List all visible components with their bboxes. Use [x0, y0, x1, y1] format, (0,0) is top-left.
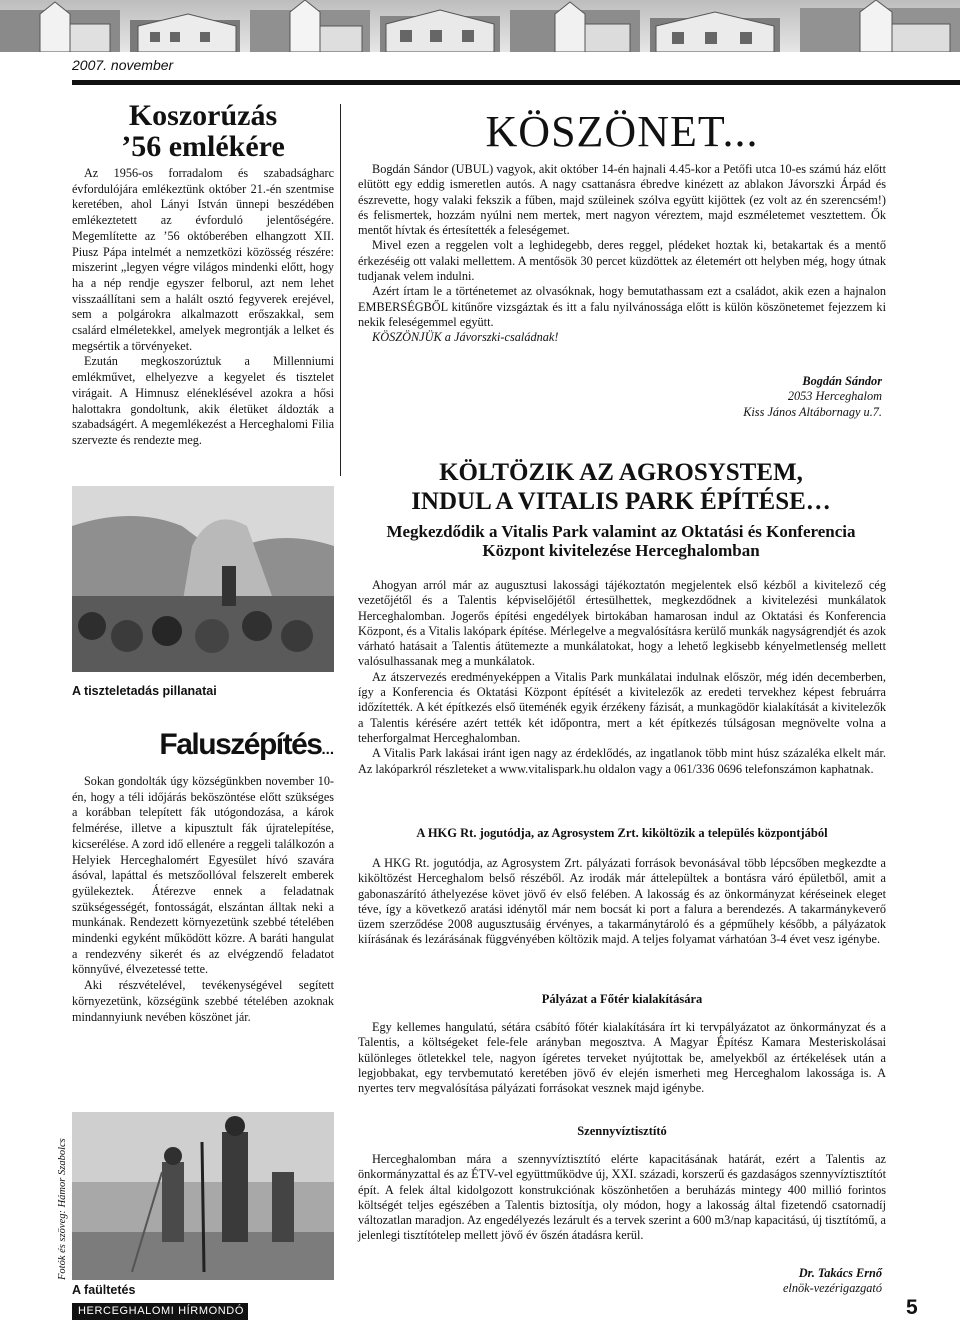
- signature-street: Kiss János Altábornagy u.7.: [743, 404, 882, 419]
- agrosystem-subtitle-line2: Központ kivitelezése Herceghalomban: [482, 541, 760, 560]
- hkg-paragraph-1: A HKG Rt. jogutódja, az Agrosystem Zrt. pályázati források bevonásával több lépcsőben megkezdte a kiköltözést Herceghalom belső részéből. Az irodák már áttelepültek a bontásra váró épületből, amit a gabonaszárító áthelyezése követ jövő év első felében. A lakosság és az önkormányzat kéréseinek eleget téve, így a következő aratási idénytől már nem bocsát ki port a falura a berendezés. A takarmánykeverő üzem szerződése 2008 augusztusáig érvényes, a takarmánytároló és a gépműhely később, a pályázatok kiírásának és lezárásának függvényében költözik majd. A teljes folyamat várhatóan 3-4 évet vesz igénybe.: [358, 856, 886, 947]
- author-signature: [783, 1266, 882, 1297]
- town-building-photo: [380, 10, 500, 52]
- section-heading-hkg: A HKG Rt. jogutódja, az Agrosystem Zrt. kiköltözik a település központjából: [416, 826, 828, 840]
- agrosystem-title-line1: KÖLTÖZIK AZ AGROSYSTEM,: [439, 459, 803, 486]
- hkg-body: [358, 856, 886, 948]
- faluszepites-title: [72, 728, 334, 762]
- banner-photo-strip: [0, 0, 960, 52]
- koszonet-body: [358, 162, 886, 346]
- agrosystem-body: [358, 578, 886, 777]
- koszonet-paragraph-2: Mivel ezen a reggelen volt a leghidegebb, deres reggel, plédeket hoztak ki, betakartak és a mentő érkezéséig ott valaki mellettem. A mentősök 30 percet küzdöttek az életemért ott helyben még, hogy útnak tudjanak velem indulni.: [358, 238, 886, 284]
- publication-name: HERCEGHALOMI HÍRMONDÓ: [78, 1305, 244, 1317]
- koszoruzas-title: [72, 100, 334, 162]
- koszoruzas-paragraph-2: Ezután megkoszorúztuk a Millenniumi emlékművet, elhelyezve a kegyelet és tisztelet virágait. A Himnusz eléneklésével azokra a hősi halottakra gondoltunk, akik életüket áldozták a szabadságért. A megemlékezést a Herceghalomi Filia szervezte és rendezte meg.: [72, 354, 334, 447]
- tree-planting-photo: [72, 1112, 334, 1280]
- agrosystem-paragraph-3: A Vitalis Park lakásai iránt igen nagy az érdeklődés, az ingatlanok több mint húsz százaléka elkelt már. Az lakóparkról részleteket a www.vitalispark.hu oldalon vagy a 061/336 0696 telefonszámon kaphatnak.: [358, 746, 886, 776]
- koszonet-paragraph-1: Bogdán Sándor (UBUL) vagyok, akit október 14-én hajnali 4.45-kor a Petőfi utca 10-es számú ház előtt elütött egy eddig ismeretlen autós. A nagy csattanásra ébredve kinézett az ablakon Jávorszki Árpád és észrevette, hogy valaki fekszik a fűben, majd szüleinek szólva együtt kijöttek (ez volt az én szerencsém!) és felismertek, hozzám nyúlni nem mertek, mert nagyon véreztem, majd eszméletemet vesztettem. Ők mentőt hívtak és értesítették a feleségemet.: [358, 162, 886, 238]
- foter-body: [358, 1020, 886, 1096]
- ceremony-caption: A tiszteletadás pillanatai: [72, 684, 217, 698]
- author-name: Dr. Takács Ernő: [798, 1266, 882, 1280]
- faluszepites-body: [72, 774, 334, 1025]
- tree-planting-caption: A faültetés: [72, 1283, 136, 1297]
- page-number: 5: [906, 1296, 918, 1319]
- ceremony-photo-illustration: [72, 486, 334, 672]
- koszoruzas-paragraph-1: Az 1956-os forradalom és szabadságharc évfordulójára emlékeztünk október 21.-én szentmise keretében, ahol Lányi István ünnepi beszédében emlékeztetett az évforduló jelentőségére. Megemlítette az ’56 októberében elhangzott XII. Piusz Pápa intelmét a nemzetközi közösség részére: miszerint „legyen végre világos mindenki előtt, hogy ha a nép rendje egyszer felborul, azt nem lehet visszaállítani sem a halált osztó fegyverek erejével, sem a polgárokra alkalmazott erőszakkal, sem csalárd elméletekkel, amelyek megrontják a lelket és megsértik a törvényeket.: [72, 166, 334, 353]
- koszonet-title: KÖSZÖNET...: [485, 107, 759, 156]
- koszonet-paragraph-4: KÖSZÖNJÜK a Jávorszki-családnak!: [372, 330, 559, 345]
- ceremony-photo: [72, 486, 334, 672]
- faluszepites-paragraph-1: Sokan gondolták úgy községünkben november 10-én, hogy a téli időjárás beköszöntése előtt szükséges a korábban telepített fák utógondozása, a károk felmérése, illetve a kipusztult fák újratelepítése, kicserélése. A zord idő ellenére a reggeli találkozón a Helyiek Herceghalomért Egyesület hívó szavára ásóval, lapáttal és metszőollóval felszerelt emberek gyülekeztek. Átérezve ennek a feladatnak szükségességét, fontosságát, elszántan álltak neki a munkának. Rendezett környezetünk szebbé tételében mindenki egyként működött közre. A baráti hangulat a rendezvény sikerét és az elvégzendő feladatot könnyűvé, élvezetessé tette.: [72, 774, 334, 977]
- agrosystem-subtitle-line1: Megkezdődik a Vitalis Park valamint az Oktatási és Konferencia: [386, 522, 856, 541]
- koszoruzas-title-line1: Koszorúzás: [128, 99, 278, 132]
- signature-name: Bogdán Sándor: [802, 374, 882, 388]
- szennyviz-paragraph-1: Herceghalomban mára a szennyvíztisztító elérte kapacitásának határát, ezért a Talentis az önkormányzattal és az ÉTV-vel együttműködve új, XXI. századi, korszerű és gazdaságos szennyvíztisztítót épít. A felek által kidolgozott konstrukciónak köszönhetően a beruházás mintegy 400 millió forintos költségét teljes egészében a Talentis biztosítja, oly módon, hogy a lakosság által fizetendő csatornadíj változatlan maradjon. Az engedélyezés lezárult és a tervek szerint a 600 m3/nap kapacitású, új tisztítómű, a jelenlegi tisztítótelep mellett jövő év őszén átadásra kerül.: [358, 1152, 886, 1243]
- header-banner: [0, 0, 960, 52]
- column-divider: [340, 104, 341, 476]
- agrosystem-paragraph-1: Ahogyan arról már az augusztusi lakossági tájékoztatón megjelentek első kézből a kivitelező cég vezetőjétől és a Talentis képviselőjétől értesülhettek, megkezdődnek a kivitelezési munkálatok Herceghalomban. Jogerős építési engedélyek birtokában hamarosan indul az Oktatási és Konferencia Központ, és a Vitalis lakópark építése. Mérlegelve a megvalósításra kerülő munkák nagyságrendjét és azok várható hatásait a Talentis átütemezte a munkálatokat, hogy a lehető legkisebb kényelmetlenség mellett valósulhassanak meg a munkálatok.: [358, 578, 886, 669]
- header-rule: [72, 80, 960, 85]
- tree-planting-photo-illustration: [72, 1112, 334, 1280]
- koszonet-signature: [743, 374, 882, 420]
- agrosystem-title-line2: INDUL A VITALIS PARK ÉPÍTÉSE…: [411, 488, 831, 515]
- faluszepites-title-dots: ...: [321, 741, 334, 758]
- koszonet-paragraph-3: Azért írtam le a történetemet az olvasóknak, hogy bemutathassam ezt a családot, akik ezen a hajnalon EMBERSÉGBŐL kitűnőre vizsgáztak és itt a falu nyilvánossága előtt is külön köszönetemet fejezzem ki nekik feleségemmel együtt.: [358, 284, 886, 329]
- agrosystem-title: [348, 458, 894, 516]
- section-heading-szennyviz: Szennyvíztisztító: [577, 1124, 667, 1138]
- foter-paragraph-1: Egy kellemes hangulatú, sétára csábító főtér kialakítására írt ki tervpályázatot az önkormányzat és a Talentis, a költségeket fele-fele arányban megosztva. A Magyar Építész Kamara Mesteriskolásai különleges ötletekkel tele, nagyon ígéretes terveket nyújtottak be, amelyekből az értékelések után a legjobbakat, egy tervbemutató keretében jövő év elején ismerheti meg Herceghalom lakossága is. A nyertes terv megvalósítása pályázati forrásokat vesznek majd igénybe.: [358, 1020, 886, 1096]
- section-heading-foter: Pályázat a Főtér kialakítására: [541, 992, 703, 1006]
- faluszepites-title-text: Faluszépítés: [159, 728, 322, 761]
- agrosystem-subtitle: [348, 522, 894, 560]
- town-building-photo: [650, 12, 780, 52]
- signature-city: 2053 Herceghalom: [787, 389, 882, 404]
- koszoruzas-title-line2: ’56 emlékére: [121, 130, 285, 163]
- faluszepites-paragraph-2: Aki részvételével, tevékenységével segített környezetünk, községünk szebbé tételében azoknak mindannyiunk nevében köszönet jár.: [72, 978, 334, 1024]
- author-title: elnök-vezérigazgató: [782, 1281, 882, 1296]
- issue-date: 2007. november: [72, 57, 174, 73]
- szennyviz-body: [358, 1152, 886, 1244]
- photo-credit: Fotók és szöveg: Hámor Szabolcs: [57, 1138, 68, 1280]
- koszoruzas-body: [72, 166, 334, 449]
- agrosystem-paragraph-2: Az átszervezés eredményeképpen a Vitalis Park munkálatai indulnak először, még idén decemberben, így a Konferencia és Oktatási Központ építését a kivitelezők az eredeti tervekhez képest februárra időzítették. A két építkezés első üteménék egyik érzékeny fázisát, a munkagödör kialakítását a kivitelezők a Talentis kérésére azért tették két időpontra, mert a két építkezés túlságosan megnövelte volna a teherforgalmat Herceghalomban.: [358, 669, 886, 745]
